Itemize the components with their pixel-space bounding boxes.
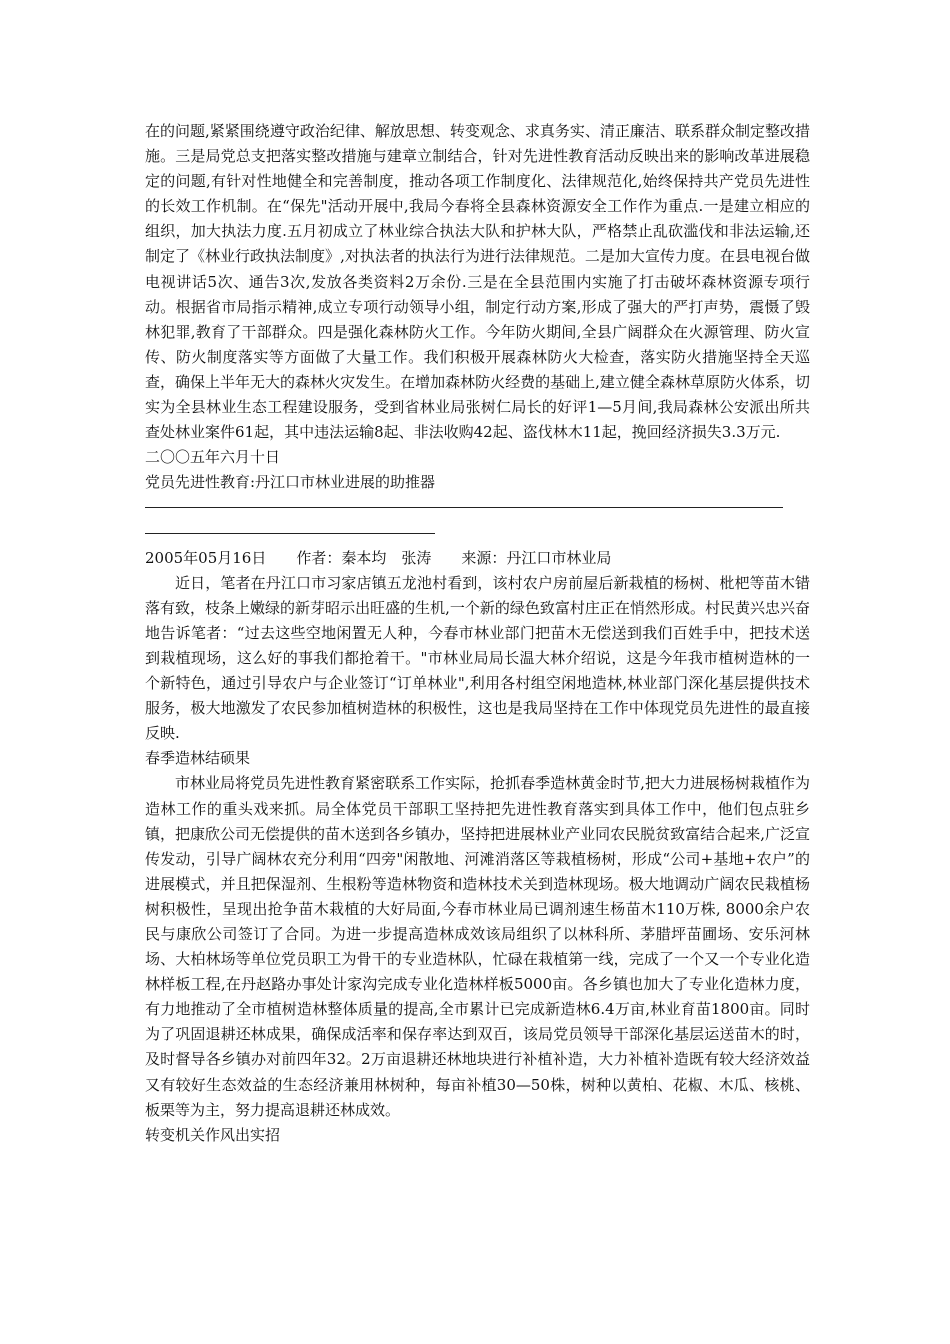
- article-title: 党员先进性教育:丹江口市林业进展的助推器: [145, 473, 436, 492]
- date-line: 二〇〇五年六月十日: [145, 448, 281, 467]
- section-title-spring-afforestation: 春季造林结硕果: [145, 749, 251, 768]
- document-body: [145, 119, 810, 1148]
- article-meta: 2005年05月16日 作者：秦本均 张涛 来源：丹江口市林业局: [145, 548, 612, 567]
- paragraph-spring-afforestation: 市林业局将党员先进性教育紧密联系工作实际，抢抓春季造林黄金时节,把大力进展杨树栽植作为造林工作的重头戏来抓。局全体党员干部职工坚持把先进性教育落实到具体工作中，他们包点驻乡镇，把康欣公司无偿提供的苗木送到各乡镇办，坚持把进展林业产业同农民脱贫致富结合起来,广泛宣传发动，引导广阔林农充分利用“四旁"闲散地、河滩消落区等栽植杨树，形成“公司+基地+农户”的进展模式，并且把保湿剂、生根粉等造林物资和造林技术关到造林现场。极大地调动广阔农民栽植杨树积极性，呈现出抢争苗木栽植的大好局面,今春市林业局已调剂速生杨苗木110万株, 8000余户农民与康欣公司签订了合同。为进一步提高造林成效该局组织了以林科所、茅腊坪苗圃场、安乐河林场、大柏林场等单位党员职工为骨干的专业造林队，忙碌在栽植第一线，完成了一个又一个专业化造林样板工程,在丹赵路办事处计家沟完成专业化造林样板5000亩。各乡镇也加大了专业化造林力度，有力地推动了全市植树造林整体质量的提高,全市累计已完成新造林6.4万亩,林业育苗1800亩。同时为了巩固退耕还林成果，确保成活率和保存率达到双百，该局党员领导干部深化基层运送苗木的时，及时督导各乡镇办对前四年32。2万亩退耕还林地块进行补植补造，大力补植补造既有较大经济效益又有较好生态效益的生态经济兼用林树种，每亩补植30—50株，树种以黄柏、花椒、木瓜、核桃、板栗等为主，努力提高退耕还林成效。: [145, 774, 810, 1119]
- section-title-work-style: 转变机关作风出实招: [145, 1125, 281, 1144]
- paragraph-rectification: 在的问题,紧紧围绕遵守政治纪律、解放思想、转变观念、求真务实、清正廉洁、联系群众制定整改措施。三是局党总支把落实整改措施与建章立制结合，针对先进性教育活动反映出来的影响改革进展稳定的问题,有针对性地健全和完善制度，推动各项工作制度化、法律规范化,始终保持共产党员先进性的长效工作机制。在“保先"活动开展中,我局今春将全县森林资源安全工作作为重点.一是建立相应的组织，加大执法力度.五月初成立了林业综合执法大队和护林大队，严格禁止乱砍滥伐和非法运输,还制定了《林业行政执法制度》,对执法者的执法行为进行法律规范。二是加大宣传力度。在县电视台做电视讲话5次、通告3次,发放各类资料2万余份.三是在全县范围内实施了打击破坏森林资源专项行动。根据省市局指示精神,成立专项行动领导小组，制定行动方案,形成了强大的严打声势，震慑了毁林犯罪,教育了干部群众。四是强化森林防火工作。今年防火期间,全县广阔群众在火源管理、防火宣传、防火制度落实等方面做了大量工作。我们积极开展森林防火大检查，落实防火措施坚持全天巡查，确保上半年无大的森林火灾发生。在增加森林防火经费的基础上,建立健全森林草原防火体系，切实为全县林业生态工程建设服务，受到省林业局张树仁局长的好评1—5月间,我局森林公安派出所共查处林业案件61起，其中违法运输8起、非法收购42起、盗伐林木11起，挽回经济损失3.3万元.: [145, 122, 810, 442]
- paragraph-intro: 近日，笔者在丹江口市习家店镇五龙池村看到，该村农户房前屋后新栽植的杨树、枇杷等苗木错落有致，枝条上嫩绿的新芽昭示出旺盛的生机,一个新的绿色致富村庄正在悄然形成。村民黄兴忠兴奋地告诉笔者：“过去这些空地闲置无人种，今春市林业部门把苗木无偿送到我们百姓手中，把技术送到栽植现场，这么好的事我们都抢着干。"市林业局局长温大林介绍说，这是今年我市植树造林的一个新特色，通过引导农户与企业签订“订单林业",利用各村组空闲地造林,林业部门深化基层提供技术服务，极大地激发了农民参加植树造林的积极性，这也是我局坚持在工作中体现党员先进性的最直接反映.: [145, 573, 810, 743]
- separator-line-short: [145, 521, 810, 546]
- separator-line: [145, 495, 810, 520]
